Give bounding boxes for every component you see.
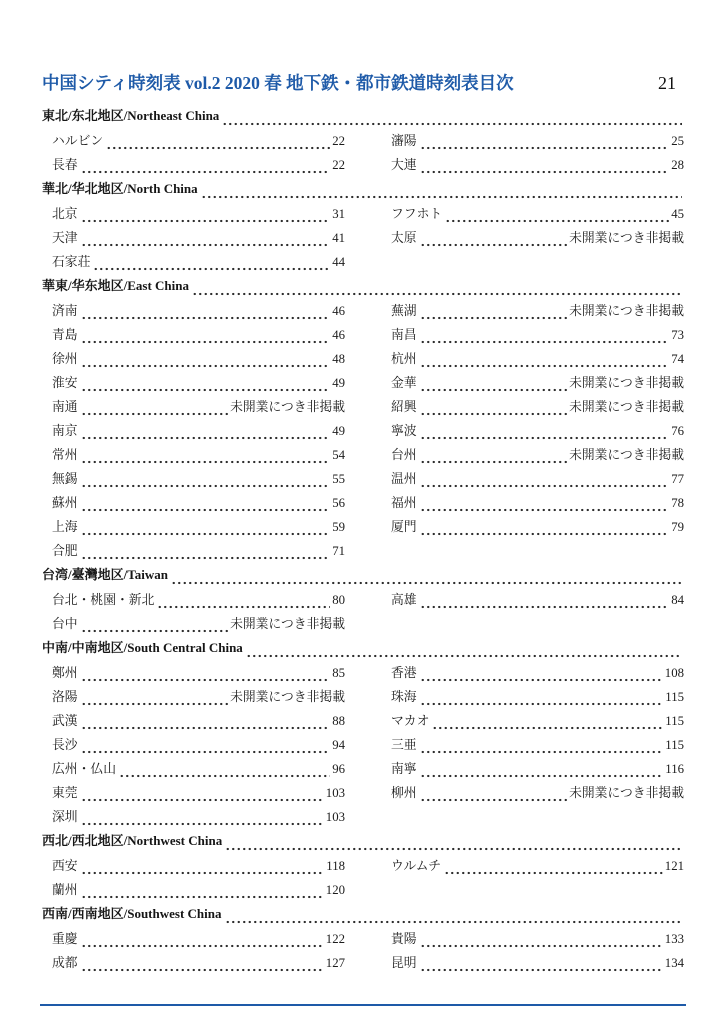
toc-entry (381, 734, 684, 758)
toc-entry (42, 686, 345, 710)
toc-entry-name: 成都 (52, 956, 78, 970)
leader-dots (192, 292, 682, 296)
leader-dots (246, 654, 682, 658)
toc-entry-name: 武漢 (52, 714, 78, 728)
toc-entry-page: 49 (332, 424, 345, 438)
toc-entry-page: 115 (665, 690, 684, 704)
toc-entry-page: 未開業につき非掲載 (569, 304, 684, 318)
toc-entry-name: 西安 (52, 859, 78, 873)
toc-entry-page: 122 (325, 932, 345, 946)
toc-entry-name: 蕪湖 (391, 304, 417, 318)
toc-entry-name: 重慶 (52, 932, 78, 946)
toc-entry-page: 108 (664, 666, 684, 680)
page-number: 21 (658, 73, 676, 93)
leader-dots (81, 412, 228, 416)
toc-entry-name: 徐州 (52, 352, 78, 366)
leader-dots (81, 219, 331, 223)
toc-entry (381, 444, 684, 468)
toc-entry (42, 879, 345, 903)
toc-column-left (42, 300, 345, 564)
leader-dots (81, 484, 331, 488)
toc-entry (42, 444, 345, 468)
toc-entry-name: 大連 (391, 158, 417, 172)
toc-entry-page: 未開業につき非掲載 (230, 400, 345, 414)
leader-dots (225, 847, 682, 851)
toc-entry (381, 758, 684, 782)
toc-entry (381, 589, 684, 613)
toc-entry-name: 厦門 (391, 520, 417, 534)
toc-section-title: 華東/华东地区/East China (42, 278, 189, 293)
toc-entry (42, 251, 345, 275)
toc-entry-page: 74 (671, 352, 684, 366)
document-title: 中国シティ時刻表 vol.2 2020 春 地下鉄・都市鉄道時刻表目次 (42, 73, 514, 93)
toc-columns (42, 300, 684, 564)
toc-entry-page: 96 (332, 762, 345, 776)
toc-section-title: 台湾/臺灣地区/Taiwan (42, 567, 168, 582)
toc-entry (42, 348, 345, 372)
toc-entry-page: 88 (332, 714, 345, 728)
toc-entry (42, 613, 345, 637)
toc-entry-page: 134 (664, 956, 684, 970)
leader-dots (81, 340, 331, 344)
toc-entry-name: 長春 (52, 158, 78, 172)
toc-entry (381, 130, 684, 154)
toc-entry (381, 710, 684, 734)
leader-dots (420, 508, 670, 512)
toc-entry-page: 56 (332, 496, 345, 510)
toc-entry-name: 蘇州 (52, 496, 78, 510)
leader-dots (420, 146, 670, 150)
toc-entry (381, 928, 684, 952)
toc-columns (42, 928, 684, 976)
toc-entry (42, 710, 345, 734)
leader-dots (93, 267, 330, 271)
toc-entry-name: 洛陽 (52, 690, 78, 704)
toc-entry-name: 寧波 (391, 424, 417, 438)
toc-entry-page: 115 (665, 714, 684, 728)
toc-entry-page: 85 (332, 666, 345, 680)
leader-dots (420, 944, 663, 948)
toc-entry-name: ウルムチ (391, 859, 442, 873)
toc-entry-name: 蘭州 (52, 883, 78, 897)
toc-entry-name: 南寧 (391, 762, 417, 776)
toc-entry-page: 115 (665, 738, 684, 752)
toc-column-right (381, 300, 684, 564)
toc-section-heading (42, 275, 684, 300)
toc-entry-page: 44 (332, 255, 345, 269)
toc-column-left (42, 589, 345, 637)
toc-entry (42, 782, 345, 806)
toc-entry (42, 589, 345, 613)
toc-entry-name: 常州 (52, 448, 78, 462)
leader-dots (420, 364, 670, 368)
toc-entry (42, 540, 345, 564)
toc-entry (381, 686, 684, 710)
toc-entry-name: 金華 (391, 376, 417, 390)
leader-dots (81, 364, 331, 368)
toc-entry (381, 952, 684, 976)
toc-entry-page: 46 (332, 328, 345, 342)
toc-entry (42, 372, 345, 396)
toc-entry (381, 516, 684, 540)
toc-entry (381, 468, 684, 492)
toc-entry-name: 南通 (52, 400, 78, 414)
leader-dots (420, 678, 663, 682)
leader-dots (420, 750, 664, 754)
toc-entry (42, 806, 345, 830)
toc-column-right (381, 855, 684, 903)
toc-entry-name: 北京 (52, 207, 78, 221)
leader-dots (420, 340, 670, 344)
toc-entry (381, 420, 684, 444)
leader-dots (420, 702, 664, 706)
toc-entry (381, 855, 684, 879)
leader-dots (201, 195, 682, 199)
toc-entry-name: 瀋陽 (391, 134, 417, 148)
leader-dots (420, 243, 567, 247)
leader-dots (81, 702, 228, 706)
toc-entry-page: 133 (664, 932, 684, 946)
toc-column-left (42, 203, 345, 275)
leader-dots (81, 243, 331, 247)
toc-section-heading (42, 903, 684, 928)
toc-entry-page: 未開業につき非掲載 (230, 690, 345, 704)
toc-entry-page: 77 (671, 472, 684, 486)
toc-entry-page: 未開業につき非掲載 (569, 231, 684, 245)
leader-dots (420, 412, 567, 416)
toc-entry-name: 淮安 (52, 376, 78, 390)
toc-column-left (42, 928, 345, 976)
toc-entry (42, 662, 345, 686)
toc-entry-page: 59 (332, 520, 345, 534)
toc-entry (42, 516, 345, 540)
toc-entry (42, 300, 345, 324)
leader-dots (420, 774, 664, 778)
leader-dots (81, 678, 331, 682)
toc-entry-page: 46 (332, 304, 345, 318)
leader-dots (420, 605, 670, 609)
toc-entry (381, 396, 684, 420)
toc-columns (42, 662, 684, 830)
toc-section-heading (42, 178, 684, 203)
toc-section (42, 105, 684, 178)
leader-dots (81, 316, 331, 320)
leader-dots (81, 822, 324, 826)
toc-entry-page: 未開業につき非掲載 (569, 400, 684, 414)
toc-entry-name: 杭州 (391, 352, 417, 366)
toc-entry-name: 台中 (52, 617, 78, 631)
toc-entry-name: 台北・桃園・新北 (52, 593, 155, 607)
toc-column-left (42, 855, 345, 903)
footer-rule (40, 1004, 686, 1006)
toc-entry-name: 無錫 (52, 472, 78, 486)
leader-dots (81, 436, 331, 440)
leader-dots (106, 146, 330, 150)
toc-column-right (381, 130, 684, 178)
toc-entry-name: 天津 (52, 231, 78, 245)
toc-entry-name: 三亜 (391, 738, 417, 752)
toc-entry-name: 紹興 (391, 400, 417, 414)
leader-dots (445, 219, 669, 223)
toc-entry-name: 香港 (391, 666, 417, 680)
toc (42, 105, 684, 976)
toc-section (42, 178, 684, 275)
leader-dots (432, 726, 663, 730)
toc-entry-name: 南昌 (391, 328, 417, 342)
toc-entry (42, 396, 345, 420)
toc-entry (42, 855, 345, 879)
leader-dots (420, 170, 670, 174)
toc-entry-page: 31 (332, 207, 345, 221)
toc-entry (42, 952, 345, 976)
toc-entry-page: 118 (326, 859, 345, 873)
toc-entry (42, 734, 345, 758)
toc-entry-page: 41 (332, 231, 345, 245)
leader-dots (81, 508, 331, 512)
toc-entry (42, 324, 345, 348)
toc-entry-name: 鄭州 (52, 666, 78, 680)
toc-entry (381, 492, 684, 516)
leader-dots (81, 556, 331, 560)
toc-entry-name: 合肥 (52, 544, 78, 558)
toc-entry-name: 東莞 (52, 786, 78, 800)
toc-section (42, 637, 684, 830)
leader-dots (420, 436, 670, 440)
toc-entry (381, 203, 684, 227)
leader-dots (420, 316, 567, 320)
toc-entry-page: 80 (332, 593, 345, 607)
toc-entry (381, 154, 684, 178)
toc-section (42, 275, 684, 564)
toc-section-heading (42, 564, 684, 589)
toc-columns (42, 130, 684, 178)
toc-entry-page: 未開業につき非掲載 (569, 786, 684, 800)
leader-dots (225, 920, 683, 924)
toc-entry-name: ハルビン (52, 134, 104, 148)
leader-dots (81, 532, 331, 536)
toc-entry-page: 22 (332, 158, 345, 172)
leader-dots (420, 968, 663, 972)
leader-dots (157, 605, 330, 609)
toc-entry-name: 済南 (52, 304, 78, 318)
toc-section-title: 中南/中南地区/South Central China (42, 640, 243, 655)
toc-entry (42, 203, 345, 227)
toc-section-heading (42, 637, 684, 662)
toc-entry-page: 120 (325, 883, 345, 897)
leader-dots (81, 944, 324, 948)
toc-entry (42, 492, 345, 516)
leader-dots (420, 532, 670, 536)
toc-entry (381, 324, 684, 348)
toc-entry-page: 45 (671, 207, 684, 221)
toc-section (42, 903, 684, 976)
leader-dots (420, 798, 567, 802)
toc-entry-name: 上海 (52, 520, 78, 534)
toc-entry-name: 珠海 (391, 690, 417, 704)
toc-entry-name: 深圳 (52, 810, 78, 824)
toc-entry (381, 662, 684, 686)
leader-dots (81, 170, 331, 174)
toc-entry-page: 116 (665, 762, 684, 776)
toc-column-right (381, 662, 684, 830)
toc-entry-name: フフホト (391, 207, 443, 221)
toc-entry-page: 71 (332, 544, 345, 558)
toc-entry-page: 103 (325, 786, 345, 800)
toc-section (42, 830, 684, 903)
toc-entry (42, 468, 345, 492)
toc-entry (42, 420, 345, 444)
leader-dots (81, 726, 331, 730)
toc-entry-name: 柳州 (391, 786, 417, 800)
toc-entry-page: 103 (325, 810, 345, 824)
toc-entry-page: 未開業につき非掲載 (569, 448, 684, 462)
leader-dots (81, 871, 325, 875)
toc-entry-page: 28 (671, 158, 684, 172)
toc-entry-page: 84 (671, 593, 684, 607)
page-header (42, 70, 684, 95)
toc-entry-name: 台州 (391, 448, 417, 462)
toc-entry-page: 48 (332, 352, 345, 366)
toc-section-title: 華北/华北地区/North China (42, 181, 198, 196)
toc-entry-page: 94 (332, 738, 345, 752)
toc-columns (42, 589, 684, 637)
toc-entry (381, 300, 684, 324)
leader-dots (222, 122, 682, 126)
toc-entry-page: 未開業につき非掲載 (230, 617, 345, 631)
toc-section-title: 西北/西北地区/Northwest China (42, 833, 223, 848)
toc-entry-name: 南京 (52, 424, 78, 438)
toc-entry-page: 76 (671, 424, 684, 438)
toc-entry-page: 55 (332, 472, 345, 486)
toc-entry-name: 福州 (391, 496, 417, 510)
leader-dots (444, 871, 663, 875)
toc-section-title: 東北/东北地区/Northeast China (42, 108, 220, 123)
leader-dots (81, 750, 331, 754)
toc-entry-name: 石家荘 (52, 255, 91, 269)
toc-entry (42, 154, 345, 178)
leader-dots (420, 484, 670, 488)
leader-dots (81, 895, 324, 899)
toc-entry-name: 高雄 (391, 593, 417, 607)
toc-entry-page: 73 (671, 328, 684, 342)
toc-entry-page: 78 (671, 496, 684, 510)
toc-section-heading (42, 830, 684, 855)
toc-entry-page: 79 (671, 520, 684, 534)
toc-entry-name: 太原 (391, 231, 417, 245)
toc-column-left (42, 130, 345, 178)
toc-column-right (381, 589, 684, 637)
toc-entry-name: 昆明 (391, 956, 417, 970)
toc-entry-name: 青島 (52, 328, 78, 342)
toc-entry (381, 372, 684, 396)
leader-dots (119, 774, 330, 778)
leader-dots (171, 581, 682, 585)
toc-entry-name: マカオ (391, 714, 430, 728)
toc-entry-name: 広州・仏山 (52, 762, 116, 776)
toc-section-title: 西南/西南地区/Southwest China (42, 906, 222, 921)
toc-entry (42, 928, 345, 952)
toc-entry-page: 未開業につき非掲載 (569, 376, 684, 390)
toc-entry (42, 758, 345, 782)
toc-column-right (381, 928, 684, 976)
toc-entry-page: 121 (664, 859, 684, 873)
toc-entry-page: 54 (332, 448, 345, 462)
toc-column-right (381, 203, 684, 275)
leader-dots (81, 460, 331, 464)
toc-entry-page: 22 (332, 134, 345, 148)
leader-dots (420, 388, 567, 392)
leader-dots (81, 968, 324, 972)
toc-entry-page: 127 (325, 956, 345, 970)
toc-entry-name: 長沙 (52, 738, 78, 752)
leader-dots (81, 629, 228, 633)
toc-section-heading (42, 105, 684, 130)
toc-entry (381, 348, 684, 372)
toc-entry (42, 130, 345, 154)
toc-entry-name: 温州 (391, 472, 417, 486)
toc-column-left (42, 662, 345, 830)
toc-section (42, 564, 684, 637)
toc-entry-page: 49 (332, 376, 345, 390)
toc-entry (381, 227, 684, 251)
toc-entry-page: 25 (671, 134, 684, 148)
toc-columns (42, 203, 684, 275)
leader-dots (420, 460, 567, 464)
leader-dots (81, 798, 324, 802)
toc-entry-name: 貴陽 (391, 932, 417, 946)
toc-columns (42, 855, 684, 903)
toc-entry (42, 227, 345, 251)
toc-entry (381, 782, 684, 806)
leader-dots (81, 388, 331, 392)
